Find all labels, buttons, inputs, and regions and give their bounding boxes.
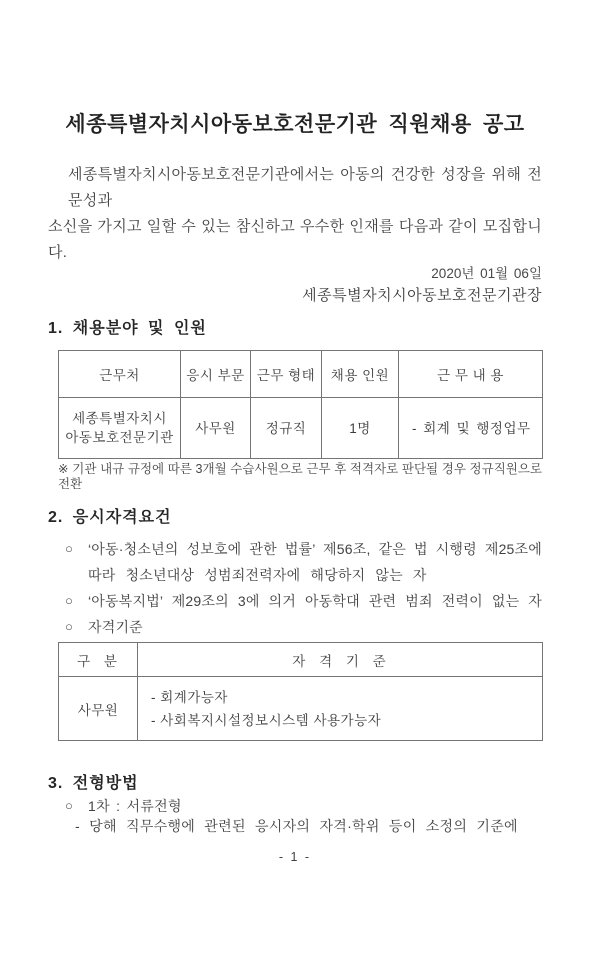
criteria-table-row	[59, 677, 543, 741]
criteria-line-1: - 회계가능자	[151, 689, 228, 705]
qualification-item-1	[48, 536, 542, 588]
recruit-table-row	[59, 398, 543, 459]
announcement-date: 2020년 01월 06일	[431, 266, 542, 281]
intro-line-1: 세종특별자치시아동보호전문기관에서는 아동의 건강한 성장을 위해 전문성과	[68, 166, 542, 209]
cell-duties: - 회계 및 행정업무	[399, 398, 543, 459]
criteria-col-category: 구 분	[59, 643, 138, 677]
selection-step-1	[48, 796, 542, 816]
cell-criteria	[138, 677, 543, 741]
recruit-col-headcount: 채용 인원	[322, 351, 399, 398]
recruit-table	[58, 350, 543, 459]
cell-employment-type: 정규직	[251, 398, 322, 459]
section-2-heading: 2. 응시자격요건	[48, 509, 172, 526]
circle-bullet-icon: ○	[65, 593, 73, 608]
recruit-col-employment-type: 근무 형태	[251, 351, 322, 398]
qualification-list	[48, 536, 542, 640]
page-number: - 1 -	[278, 850, 312, 864]
intro-line-2: 소신을 가지고 일할 수 있는 참신하고 우수한 인재를 다음과 같이 모집합니다.	[48, 218, 542, 261]
criteria-col-standard: 자 격 기 준	[138, 643, 543, 677]
recruit-col-duties: 근 무 내 용	[399, 351, 543, 398]
workplace-line-1: 세종특별자치시	[72, 411, 167, 426]
criteria-line-2: - 사회복지시설정보시스템 사용가능자	[151, 712, 382, 728]
qualification-item-3	[48, 614, 542, 640]
cell-position: 사무원	[181, 398, 251, 459]
workplace-line-2: 아동보호전문기관	[65, 430, 174, 445]
cell-headcount: 1명	[322, 398, 399, 459]
announcement-signer: 세종특별자치시아동보호전문기관장	[302, 287, 542, 304]
cell-workplace	[59, 398, 181, 459]
selection-step-1-label: 1차 : 서류전형	[88, 798, 182, 814]
circle-bullet-icon: ○	[65, 619, 73, 634]
recruit-col-position: 응시 부문	[181, 351, 251, 398]
cell-category: 사무원	[59, 677, 138, 741]
intro-paragraph	[48, 162, 542, 266]
qualification-item-1-line-1: ‘아동·청소년의 성보호에 관한 법률’ 제56조, 같은 법 시행령 제25조에	[88, 541, 542, 557]
criteria-table	[58, 642, 543, 741]
qualification-item-2	[48, 588, 542, 614]
document-title: 세종특별자치시아동보호전문기관 직원채용 공고	[65, 113, 525, 136]
selection-step-1-detail: - 당해 직무수행에 관련된 응시자의 자격·학위 등이 소정의 기준에	[75, 818, 518, 834]
criteria-table-header-row	[59, 643, 543, 677]
section-1-heading: 1. 채용분야 및 인원	[48, 320, 207, 337]
qualification-item-3-line: 자격기준	[88, 619, 143, 635]
circle-bullet-icon: ○	[65, 541, 73, 556]
recruit-col-workplace: 근무처	[59, 351, 181, 398]
probation-note: ※ 기관 내규 규정에 따른 3개월 수습사원으로 근무 후 적격자로 판단될 경우 정규직원으로 전환	[58, 462, 542, 491]
circle-bullet-icon: ○	[65, 798, 73, 813]
qualification-item-2-line: ‘아동복지법’ 제29조의 3에 의거 아동학대 관련 범죄 전력이 없는 자	[88, 593, 542, 609]
section-3-heading: 3. 전형방법	[48, 775, 139, 792]
recruit-table-header-row	[59, 351, 543, 398]
qualification-item-1-line-2: 따라 청소년대상 성범죄전력자에 해당하지 않는 자	[88, 567, 427, 583]
document-page	[0, 110, 600, 959]
